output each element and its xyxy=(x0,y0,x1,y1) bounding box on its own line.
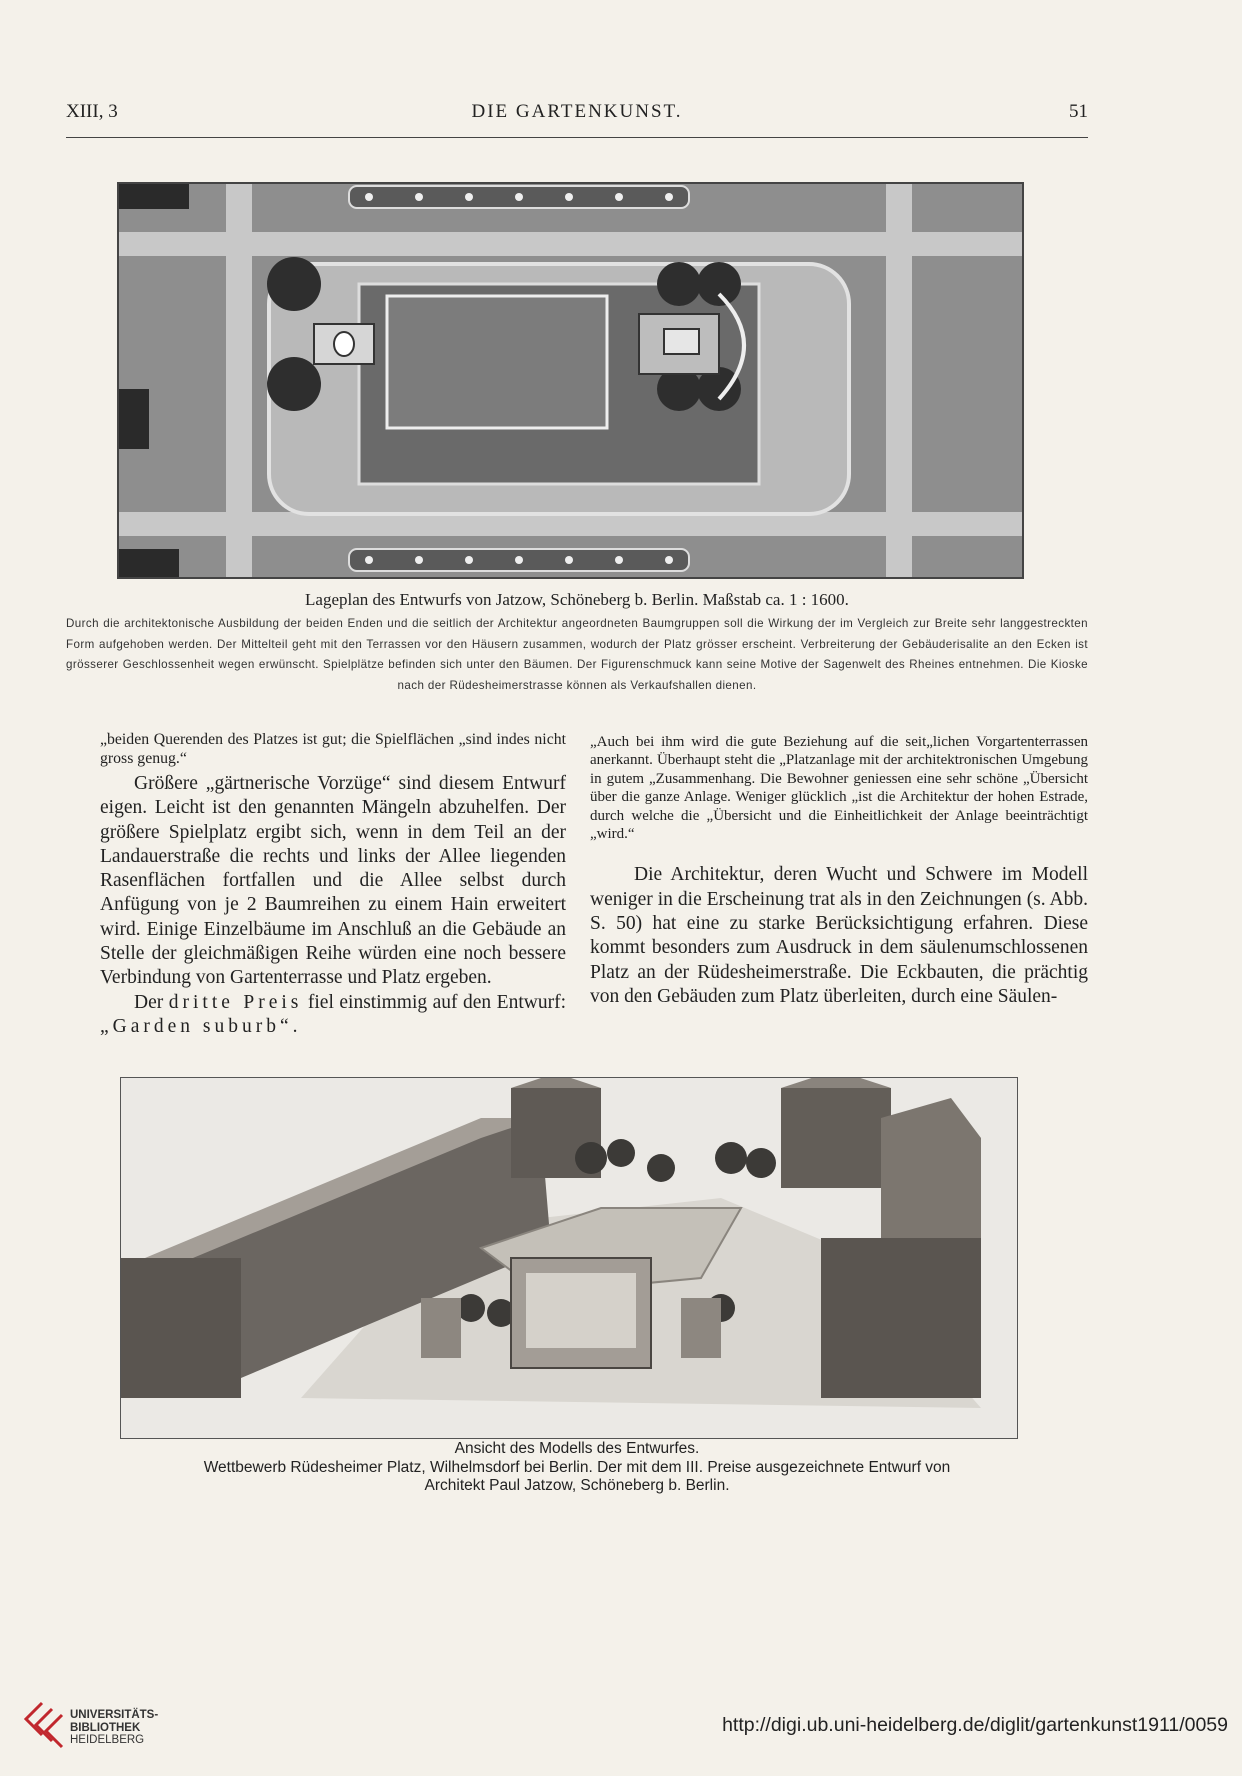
site-plan-caption-title: Lageplan des Entwurfs von Jatzow, Schöneberg b. Berlin. Maßstab ca. 1 : 1600. xyxy=(305,590,849,609)
left-quote: „beiden Querenden des Platzes ist gut; die Spielflächen „sind indes nicht gross genug.“ xyxy=(100,731,566,767)
site-plan-figure xyxy=(117,182,1024,579)
library-name-line-2: BIBLIOTHEK xyxy=(70,1721,141,1734)
garden-suburb-spaced: „Garden suburb“ xyxy=(100,1015,293,1037)
model-photo-drawing xyxy=(121,1078,1017,1438)
para2-middle: fiel einstimmig auf den Entwurf: xyxy=(307,991,566,1013)
right-quote: „Auch bei ihm wird die gute Beziehung auf die seit„lichen Vorgartenterrassen anerkannt. Überhaupt steht die „Platzanlage mit der architektronischen Umgebung in gutem „Zusammenhang. Die Bewohner geniessen eine sehr schöne „Übersicht über die ganze Anlage. Weniger glücklich „ist die Architektur der hohen Estrade, durch welche die „Übersicht und die Einheitlichkeit der Anlage beeinträchtigt „wird.“ xyxy=(590,734,1088,843)
volume-number: XIII, 3 xyxy=(66,101,118,122)
library-name xyxy=(70,1709,158,1747)
library-name-line-1: UNIVERSITÄTS- xyxy=(70,1709,159,1721)
site-plan-drawing xyxy=(119,184,1022,577)
right-column xyxy=(590,733,1088,1009)
right-paragraph-1: Die Architektur, deren Wucht und Schwere im Modell weniger in die Erscheinung trat als in den Zeichnungen (s. Abb. S. 50) hat eine zu starke Berücksichtigung erfahren. Diese kommt besonders zum Ausdruck in dem säulenumschlossenen Platz an der Rüdesheimerstraße. Die Eckbauten, die prächtig von den Gebäuden zum Platz überleiten, durch eine Säulen- xyxy=(590,864,1088,1007)
library-name-line-3: HEIDELBERG xyxy=(70,1734,145,1746)
left-paragraph-1: Größere „gärtnerische Vorzüge“ sind diesem Entwurf eigen. Leicht ist den genannten Mängeln abzuhelfen. Der größere Spielplatz ergibt sich, wenn in dem Teil an der Landauerstraße die rechts und links der Allee liegenden Rasenflächen fortfallen und die Allee selbst durch Anfügung von je 2 Baumreihen zu einem Hain erweitert wird. Einige Einzelbäume im Anschluß an die Gebäude an Stelle der gleichmäßigen Reihe würden eine noch bessere Verbindung von Gartenterrasse und Platz ergeben. xyxy=(100,773,566,989)
para2-suffix: . xyxy=(292,1015,298,1037)
site-plan-caption-body: Durch die architektonische Ausbildung der beiden Enden und die seitlich der Architektur angeordneten Baumgruppen soll die Wirkung der im Vergleich zur Breite sehr langgestreckten Form aufgehoben werden. Der Mittelteil geht mit den Terrassen vor den Häusern zusammen, wodurch der Platz grösser erscheint. Verbreiterung der Gebäuderisalite an den Ecken ist grösserer Geschlossenheit wegen erwünscht. Spielplätze befinden sich unter den Bäumen. Der Figurenschmuck kann seine Motive der Sagenwelt des Rheines entnehmen. Die Kioske nach der Rüdesheimerstrasse können als Verkaufshallen dienen. xyxy=(66,617,1088,692)
para2-prefix: Der xyxy=(134,991,164,1013)
header-rule xyxy=(66,137,1088,138)
model-photo-figure xyxy=(120,1077,1018,1439)
page-number: 51 xyxy=(1069,101,1088,122)
model-caption-line-2: Wettbewerb Rüdesheimer Platz, Wilhelmsdorf bei Berlin. Der mit dem III. Preise ausgezeichnete Entwurf von xyxy=(203,1458,951,1476)
digital-copy-url[interactable]: http://digi.ub.uni-heidelberg.de/diglit/gartenkunst1911/0059 xyxy=(722,1714,1228,1736)
model-caption-line-1: Ansicht des Modells des Entwurfes. xyxy=(454,1440,700,1457)
left-paragraph-2 xyxy=(100,991,566,1040)
journal-title: DIE GARTENKUNST. xyxy=(471,101,683,122)
left-column xyxy=(100,730,566,1039)
model-caption-line-3: Architekt Paul Jatzow, Schöneberg b. Berlin. xyxy=(424,1477,730,1495)
running-header xyxy=(66,96,1088,126)
model-photo-caption xyxy=(66,1440,1088,1496)
third-prize-spaced: dritte Preis xyxy=(168,991,303,1013)
